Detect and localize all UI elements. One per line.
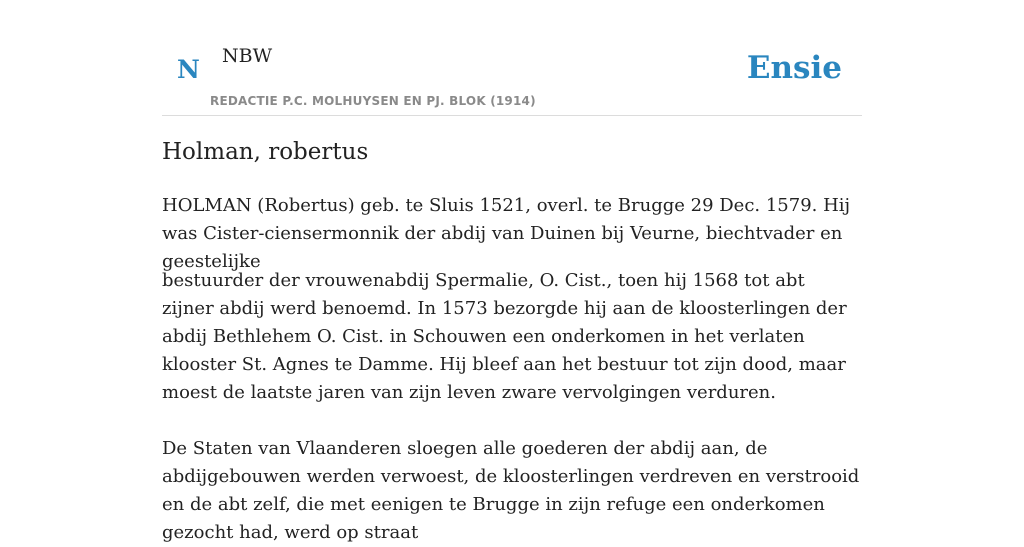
header: [162, 0, 862, 116]
article-paragraph-3: De Staten van Vlaanderen sloegen alle goederen der abdij aan, de abdijgebouwen werden verwoest, de kloosterlingen verdreven en verstrooid en de abt zelf, die met eenigen te Brugge in zijn refuge een onderkomen gezocht had, werd op straat: [162, 438, 860, 543]
source-name[interactable]: NBW: [222, 45, 273, 67]
article-paragraph-2: bestuurder der vrouwenabdij Spermalie, O. Cist., toen hij 1568 tot abt zijner abdij werd benoemd. In 1573 bezorgde hij aan de kloosterlingen der abdij Bethlehem O. Cist. in Schouwen een onderkomen in het verlaten klooster St. Agnes te Damme. Hij bleef aan het bestuur tot zijn dood, maar moest de laatste jaren van zijn leven zware vervolgingen verduren.: [162, 270, 847, 403]
brand-logo[interactable]: Ensie: [746, 50, 842, 86]
source-logo[interactable]: N: [177, 55, 200, 84]
article-paragraph-1: HOLMAN (Robertus) geb. te Sluis 1521, overl. te Brugge 29 Dec. 1579. Hij was Cister-ciensermonnik der abdij van Duinen bij Veurne, biechtvader en geestelijke: [162, 195, 851, 272]
content-container: [162, 0, 862, 543]
source-editors: REDACTIE P.C. MOLHUYSEN EN PJ. BLOK (1914): [210, 94, 536, 108]
article-title: Holman, robertus: [162, 139, 369, 165]
